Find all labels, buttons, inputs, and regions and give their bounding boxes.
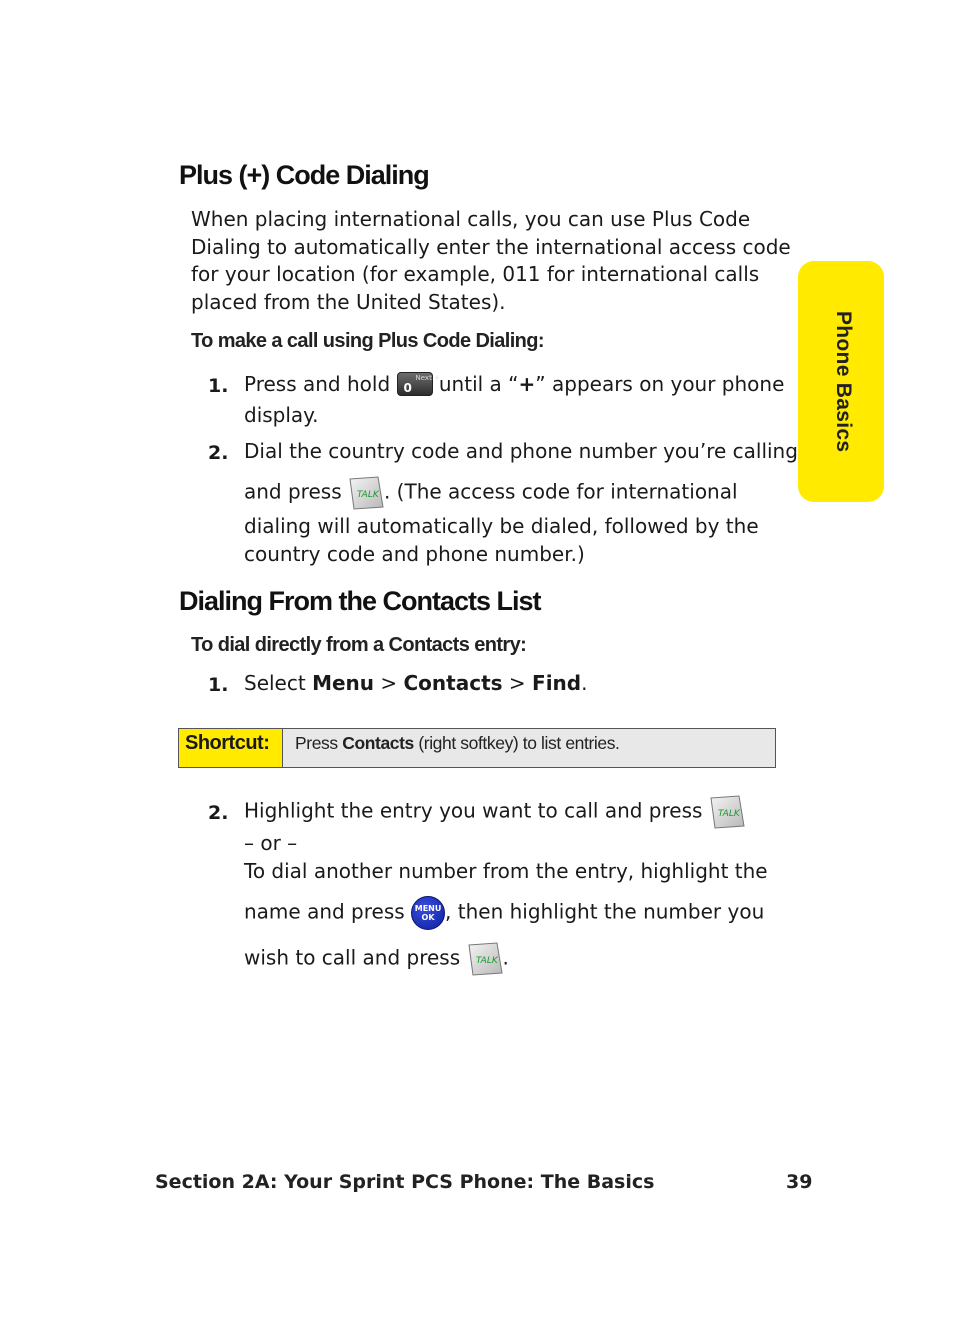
intro-paragraph: [191, 206, 791, 316]
subhead-contacts: To dial directly from a Contacts entry:: [191, 634, 527, 656]
step-1-text-cont: display.: [244, 403, 319, 427]
step-number: 2.: [208, 802, 229, 824]
talk-key-icon: [348, 476, 384, 510]
intro-line: for your location (for example, 011 for international calls: [191, 262, 760, 286]
menu-path-menu: Menu: [312, 671, 375, 695]
step-1-text: Press and hold 0 Next + until a “+” appears on your phone: [244, 372, 785, 396]
zero-key-icon: 0 Next +: [397, 372, 433, 396]
step-2-line-1: Dial the country code and phone number you’re calling: [244, 439, 798, 463]
side-tab-label: Phone Basics: [832, 311, 855, 453]
menu-ok-key-icon: MENU OK: [411, 896, 445, 930]
intro-line: Dialing to automatically enter the international access code: [191, 234, 791, 259]
talk-key-icon: [709, 795, 745, 829]
contacts-step-2-line-5: wish to call and press TALK .: [244, 942, 509, 976]
section-title-contacts: Dialing From the Contacts List: [179, 586, 541, 616]
svg-text:TALK: TALK: [475, 956, 498, 966]
contacts-step-2-line-1: Highlight the entry you want to call and press TALK: [244, 795, 745, 829]
step-2-line-2: and press TALK . (The access code for international: [244, 476, 738, 510]
shortcut-text: Press Contacts (right softkey) to list entries.: [295, 733, 620, 753]
step-number: 1.: [208, 375, 229, 397]
intro-line: When placing international calls, you can use Plus Code: [191, 207, 751, 231]
shortcut-box: [178, 728, 776, 768]
svg-text:TALK: TALK: [356, 490, 379, 500]
menu-path-contacts: Contacts: [403, 671, 503, 695]
step-number: 2.: [208, 442, 229, 464]
step-number: 1.: [208, 674, 229, 696]
section-title-plus-code: Plus (+) Code Dialing: [179, 160, 429, 190]
side-tab: [798, 261, 884, 502]
step-2-line-4: country code and phone number.): [244, 542, 585, 566]
footer-section: Section 2A: Your Sprint PCS Phone: The Basics: [155, 1171, 655, 1193]
svg-text:TALK: TALK: [717, 809, 740, 819]
subhead-plus-code: To make a call using Plus Code Dialing:: [191, 330, 544, 352]
or-separator: – or –: [244, 831, 298, 855]
step-2-line-3: dialing will automatically be dialed, followed by the: [244, 514, 759, 538]
contacts-step-2-line-4: name and press MENU OK , then highlight the number you: [244, 896, 764, 930]
contacts-step-1: Select Menu > Contacts > Find.: [244, 671, 588, 695]
talk-key-icon: [467, 942, 503, 976]
menu-path-find: Find: [532, 671, 582, 695]
page-number: 39: [786, 1171, 813, 1193]
intro-line: placed from the United States).: [191, 289, 506, 314]
shortcut-label: Shortcut:: [179, 729, 283, 767]
contacts-step-2-line-3: To dial another number from the entry, highlight the: [244, 859, 768, 883]
